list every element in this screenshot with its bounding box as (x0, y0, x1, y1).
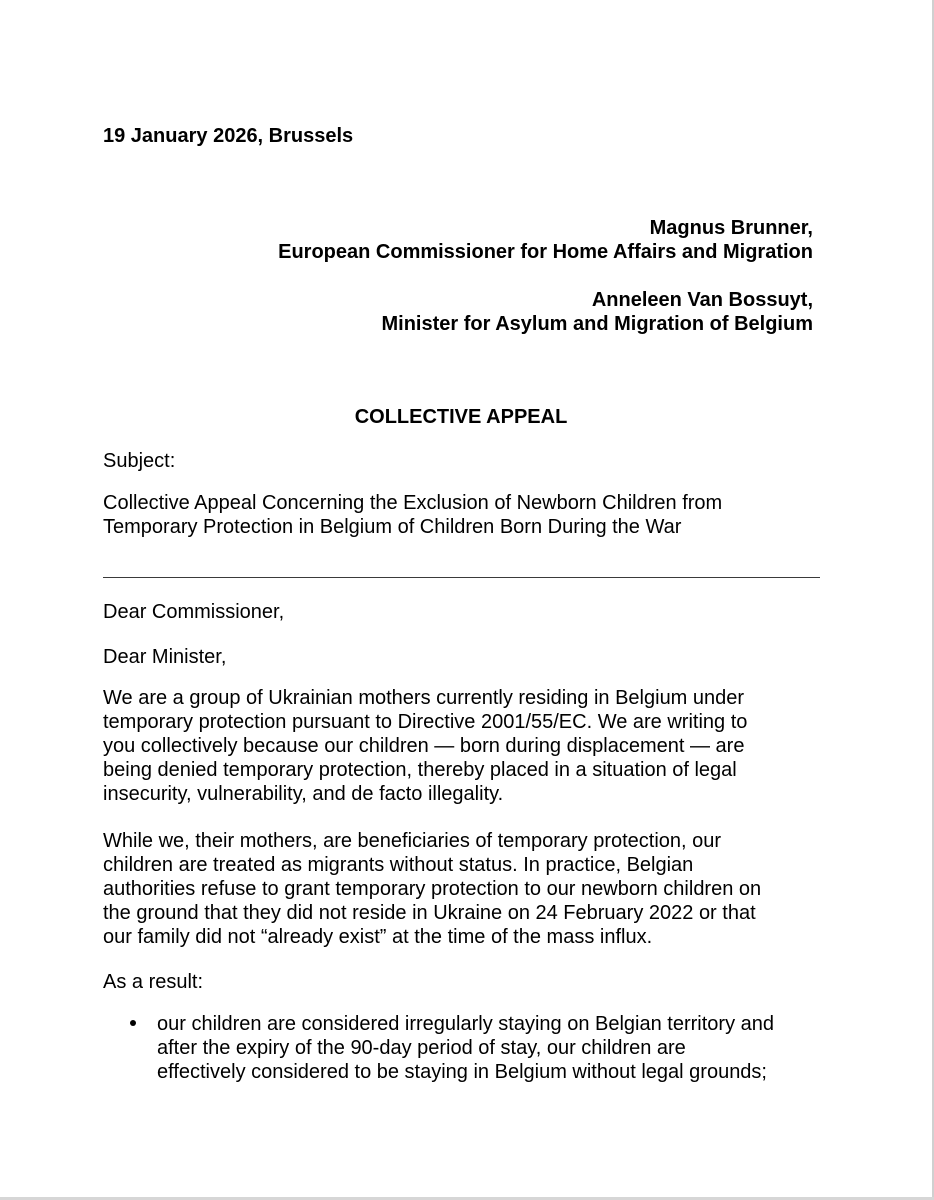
paragraph-line: being denied temporary protection, thereby placed in a situation of legal (103, 759, 737, 781)
subject-label: Subject: (103, 450, 176, 472)
paragraph-line: our family did not “already exist” at the time of the mass influx. (103, 926, 653, 948)
paragraph-line: the ground that they did not reside in Ukraine on 24 February 2022 or that (103, 902, 756, 924)
list-item-line: our children are considered irregularly staying on Belgian territory and (157, 1013, 774, 1035)
paragraph-line: insecurity, vulnerability, and de facto illegality. (103, 783, 504, 805)
paragraph-line: While we, their mothers, are beneficiaries of temporary protection, our (103, 830, 722, 852)
date-place: 19 January 2026, Brussels (103, 125, 354, 147)
salutation-commissioner: Dear Commissioner, (103, 601, 285, 623)
recipient-minister (381, 288, 813, 336)
paragraph-line: temporary protection pursuant to Directive 2001/55/EC. We are writing to (103, 711, 748, 733)
paragraph-line: We are a group of Ukrainian mothers currently residing in Belgium under (103, 687, 745, 709)
list-item (103, 1012, 828, 1084)
document-heading: COLLECTIVE APPEAL (354, 406, 568, 428)
paragraph-line: authorities refuse to grant temporary protection to our newborn children on (103, 878, 762, 900)
paragraph-line: children are treated as migrants without status. In practice, Belgian (103, 854, 694, 876)
recipient-title: European Commissioner for Home Affairs and Migration (278, 241, 813, 263)
consequences-list (103, 1012, 828, 1084)
subject-text (103, 491, 833, 539)
bullet-icon (130, 1020, 136, 1026)
horizontal-divider (103, 577, 820, 578)
list-item-line: effectively considered to be staying in Belgium without legal grounds; (157, 1061, 767, 1083)
paragraph-line: you collectively because our children — born during displacement — are (103, 735, 745, 757)
paragraph-introduction (103, 686, 833, 806)
recipient-title: Minister for Asylum and Migration of Belgium (381, 313, 813, 335)
as-result-label: As a result: (103, 971, 204, 993)
recipient-commissioner (278, 216, 813, 264)
recipient-name: Magnus Brunner, (649, 217, 813, 239)
recipient-name: Anneleen Van Bossuyt, (591, 289, 813, 311)
salutation-minister: Dear Minister, (103, 646, 227, 668)
subject-line: Collective Appeal Concerning the Exclusion of Newborn Children from (103, 492, 723, 514)
list-item-line: after the expiry of the 90-day period of stay, our children are (157, 1037, 686, 1059)
paragraph-situation (103, 829, 833, 949)
subject-line: Temporary Protection in Belgium of Children Born During the War (103, 516, 682, 538)
